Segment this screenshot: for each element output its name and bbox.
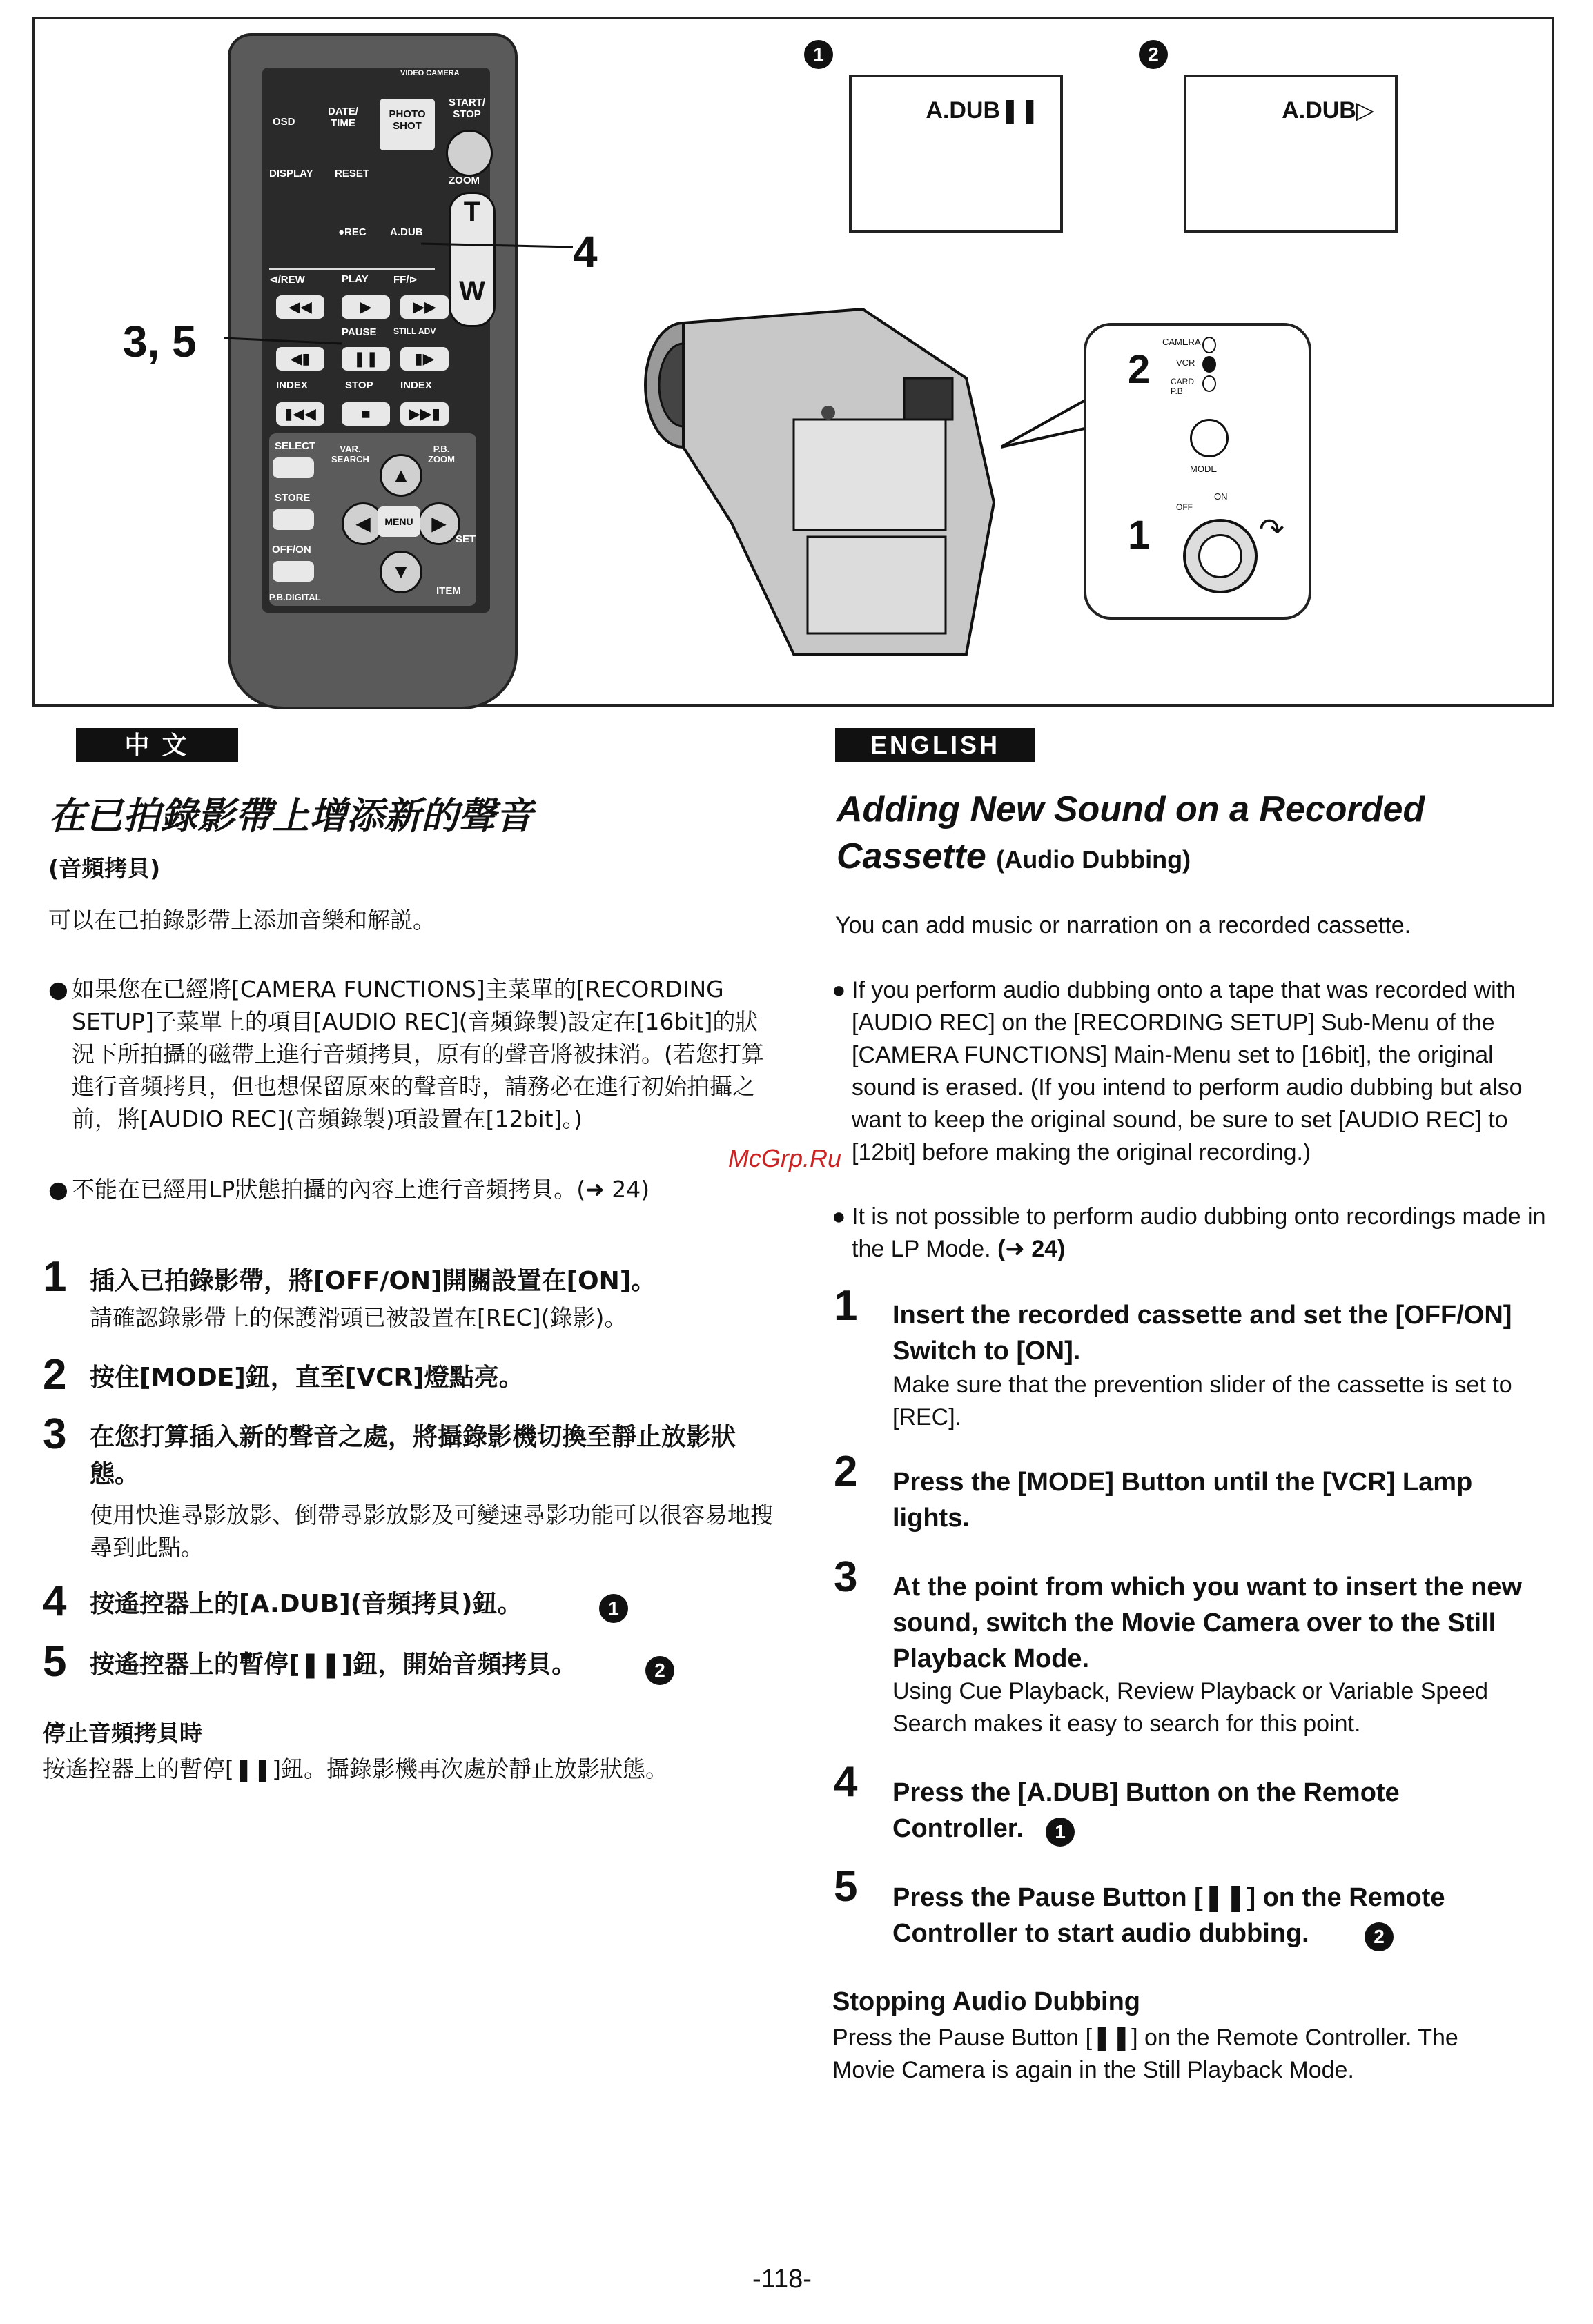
power-dial-icon <box>1183 519 1258 593</box>
en-title-line2 <box>837 834 1191 883</box>
a-dub-label: A.DUB <box>390 226 423 238</box>
pb-digital-label: P.B.DIGITAL <box>269 592 321 602</box>
en-step3-number: 3 <box>834 1553 858 1601</box>
up-arrow-icon: ▲ <box>380 454 422 497</box>
zh-stop-heading: 停止音頻拷貝時 <box>43 1720 202 1746</box>
zh-step1-note: 請確認錄影帶上的保護滑頭已被設置在[REC](錄影)。 <box>90 1304 627 1331</box>
en-step1-number: 1 <box>834 1282 858 1330</box>
zh-step1-number: 1 <box>43 1253 67 1301</box>
zh-bullet1: 如果您在已經將[CAMERA FUNCTIONS]主菜單的[RECORDING SETUP]子菜單上的項目[AUDIO REC](音頻錄製)設定在[16bit]的狀況下所拍攝的磁帶上進行音頻拷貝，原有的聲音將被抹消。(若您打算進行音頻拷貝，但也想保留原來的聲音時，請務必在進行初始拍攝之前，將[AUDIO REC](音頻錄製)項設置在[12bit]。) <box>72 976 764 1132</box>
play-button: ▶ <box>342 295 390 319</box>
mode-dial-icon <box>821 406 835 420</box>
zh-step3-instruction: 在您打算插入新的聲音之處，將攝錄影機切換至靜止放影狀態。 <box>90 1423 736 1488</box>
en-step5-instruction: Press the Pause Button [❚❚] on the Remote Controller to start audio dubbing. <box>892 1883 1445 1948</box>
pause-label: PAUSE <box>342 326 377 338</box>
zh-bullet1-dot: ● <box>48 976 68 1003</box>
switch-detail-bubble <box>1084 323 1311 620</box>
still-adv-label: STILL ADV <box>393 326 436 336</box>
remote-brand: VIDEO CAMERA <box>400 69 460 77</box>
store-label: STORE <box>275 492 311 504</box>
var-search-label: VAR. SEARCH <box>331 444 369 464</box>
en-step4-instruction: Press the [A.DUB] Button on the Remote Controller. <box>892 1778 1400 1843</box>
rew-button: ◀◀ <box>276 295 324 319</box>
menu-button: MENU <box>378 506 420 537</box>
en-bullet2-text: It is not possible to perform audio dubbing onto recordings made in the LP Mode. <box>852 1203 1546 1262</box>
callout-2: 2 <box>1128 347 1151 392</box>
zh-step5-instruction: 按遙控器上的暫停[❚❚]鈕，開始音頻拷貝。 <box>90 1651 577 1679</box>
camera-lamp-icon <box>1202 337 1216 353</box>
callout-4: 4 <box>573 227 598 277</box>
camcorder-illustration <box>635 295 1049 682</box>
left-arrow-icon: ◀ <box>342 502 384 545</box>
date-time-label: DATE/ TIME <box>328 106 358 129</box>
camera-lamp-label: CAMERA <box>1162 337 1201 347</box>
set-label: SET <box>456 533 476 545</box>
callout-line-3-5 <box>224 338 342 344</box>
ff-label: FF/⊳ <box>393 274 418 286</box>
pause-button: ❚❚ <box>342 347 390 371</box>
pb-zoom-label: P.B. ZOOM <box>428 444 455 464</box>
still-adv-button: ▮▶ <box>400 347 449 371</box>
callout-1: 1 <box>1128 513 1151 558</box>
slow-button: ◀▮ <box>276 347 324 371</box>
card-pb-lamp-icon <box>1202 375 1216 392</box>
index-right-label: INDEX <box>400 380 432 391</box>
rec-label: ●REC <box>338 226 367 238</box>
mode-button-icon <box>1190 419 1229 457</box>
en-step4-ref-icon: 1 <box>1046 1818 1075 1847</box>
mode-label: MODE <box>1190 464 1217 474</box>
en-title-cassette: Cassette <box>837 836 986 876</box>
zh-step4-number: 4 <box>43 1577 67 1625</box>
item-label: ITEM <box>436 585 461 597</box>
callout-line-4 <box>421 244 573 247</box>
start-stop-label: START/ STOP <box>449 97 486 120</box>
reset-label: RESET <box>335 168 370 179</box>
screen2-display <box>1184 75 1398 233</box>
screen1-text: A.DUB❚❚ <box>926 97 1039 124</box>
zh-step5-number: 5 <box>43 1638 67 1686</box>
en-stop-heading: Stopping Audio Dubbing <box>832 1987 1141 2016</box>
ff-button: ▶▶ <box>400 295 449 319</box>
right-arrow-icon: ▶ <box>418 502 460 545</box>
screen1-marker: 1 <box>804 40 833 69</box>
en-step1-note: Make sure that the prevention slider of the cassette is set to [REC]. <box>892 1372 1512 1430</box>
index-left-label: INDEX <box>276 380 308 391</box>
zh-step2-number: 2 <box>43 1351 67 1399</box>
screen2-text: A.DUB▷ <box>1282 97 1374 124</box>
en-bullet2-dot: ● <box>832 1203 846 1230</box>
down-arrow-icon: ▼ <box>380 551 422 593</box>
osd-label: OSD <box>273 116 295 128</box>
zh-subtitle: (音頻拷貝) <box>48 855 161 882</box>
en-step3-note: Using Cue Playback, Review Playback or Variable Speed Search makes it easy to search for this point. <box>892 1678 1489 1737</box>
en-step1-instruction: Insert the recorded cassette and set the [OFF/ON] Switch to [ON]. <box>892 1301 1512 1366</box>
zh-bullet2-dot: ● <box>48 1176 68 1203</box>
en-step2-number: 2 <box>834 1448 858 1495</box>
en-bullet2-ref: (➜ 24) <box>997 1236 1066 1262</box>
display-label: DISPLAY <box>269 168 313 179</box>
zh-title: 在已拍錄影帶上增添新的聲音 <box>48 794 533 838</box>
zh-bullet2: 不能在已經用LP狀態拍攝的內容上進行音頻拷貝。(➜ 24) <box>72 1176 650 1203</box>
figure-panel <box>32 17 1554 707</box>
en-step5-ref-icon: 2 <box>1365 1922 1394 1951</box>
zh-step4-instruction: 按遙控器上的[A.DUB](音頻拷貝)鈕。 <box>90 1590 522 1618</box>
index-prev-button: ▮◀◀ <box>276 402 324 426</box>
index-next-button: ▶▶▮ <box>400 402 449 426</box>
rotate-arrow-icon: ↷ <box>1259 513 1284 546</box>
en-step3-instruction: At the point from which you want to insert the new sound, switch the Movie Camera over to the Still Playback Mode. <box>892 1573 1522 1673</box>
off-label: OFF <box>1176 502 1193 512</box>
screen2-marker: 2 <box>1139 40 1168 69</box>
callout-3-5: 3, 5 <box>123 317 197 366</box>
off-on-label: OFF/ON <box>272 544 311 555</box>
play-label: PLAY <box>342 273 369 285</box>
viewfinder <box>904 378 952 420</box>
en-title-line1: Adding New Sound on a Recorded <box>837 789 1425 829</box>
zh-step1-instruction: 插入已拍錄影帶，將[OFF/ON]開關設置在[ON]。 <box>90 1267 656 1295</box>
en-step5-number: 5 <box>834 1863 858 1911</box>
zh-step5-ref-icon: 2 <box>645 1656 674 1685</box>
en-step2-instruction: Press the [MODE] Button until the [VCR] Lamp lights. <box>892 1468 1473 1533</box>
zh-step4-ref-icon: 1 <box>599 1594 628 1623</box>
stop-button: ■ <box>342 402 390 426</box>
en-step4-number: 4 <box>834 1758 858 1806</box>
zoom-label: ZOOM <box>449 175 480 186</box>
photo-shot-label: PHOTO SHOT <box>389 108 426 132</box>
on-label: ON <box>1214 491 1228 502</box>
zh-language-bar: 中 文 <box>76 728 238 762</box>
zh-step2-instruction: 按住[MODE]鈕，直至[VCR]燈點亮。 <box>90 1363 524 1392</box>
zoom-w-icon: W <box>459 276 485 306</box>
stop-label: STOP <box>345 380 373 391</box>
zh-step3-number: 3 <box>43 1410 67 1458</box>
vcr-lamp-icon <box>1202 356 1216 373</box>
en-intro: You can add music or narration on a recorded cassette. <box>835 912 1411 938</box>
power-dial-center-icon <box>1198 534 1242 578</box>
card-pb-lamp-label: CARD P.B <box>1171 377 1195 396</box>
watermark: McGrp.Ru <box>728 1144 842 1172</box>
en-language-bar: ENGLISH <box>835 728 1035 762</box>
page-number: -118- <box>752 2265 812 2294</box>
rew-label: ⊲/REW <box>269 274 305 286</box>
zoom-t-icon: T <box>463 197 481 227</box>
zh-step3-note: 使用快進尋影放影、倒帶尋影放影及可變速尋影功能可以很容易地搜尋到此點。 <box>90 1501 773 1561</box>
en-bullet2 <box>852 1201 1552 1266</box>
en-bullet1-dot: ● <box>832 977 846 1003</box>
lcd-panel <box>794 420 946 530</box>
en-title-paren: (Audio Dubbing) <box>996 845 1191 874</box>
zh-intro: 可以在已拍錄影帶上添加音樂和解説。 <box>48 907 436 934</box>
select-label: SELECT <box>275 440 316 452</box>
en-bullet1: If you perform audio dubbing onto a tape that was recorded with [AUDIO REC] on the [RECORDING SETUP] Sub-Menu of the [CAMERA FUNCTIONS] Main-Menu set to [16bit], the original sound is erased. (If you intend to perform audio dubbing but also want to keep the original sound, be sure to set [AUDIO REC] to [12bit] before making the original recording.) <box>852 977 1523 1165</box>
zh-stop-text: 按遙控器上的暫停[❚❚]鈕。攝錄影機再次處於靜止放影狀態。 <box>43 1755 669 1782</box>
grip <box>808 537 946 633</box>
vcr-lamp-label: VCR <box>1176 357 1195 368</box>
screen1-display <box>849 75 1063 233</box>
en-stop-text: Press the Pause Button [❚❚] on the Remote Controller. The Movie Camera is again in the Still Playback Mode. <box>832 2025 1458 2083</box>
